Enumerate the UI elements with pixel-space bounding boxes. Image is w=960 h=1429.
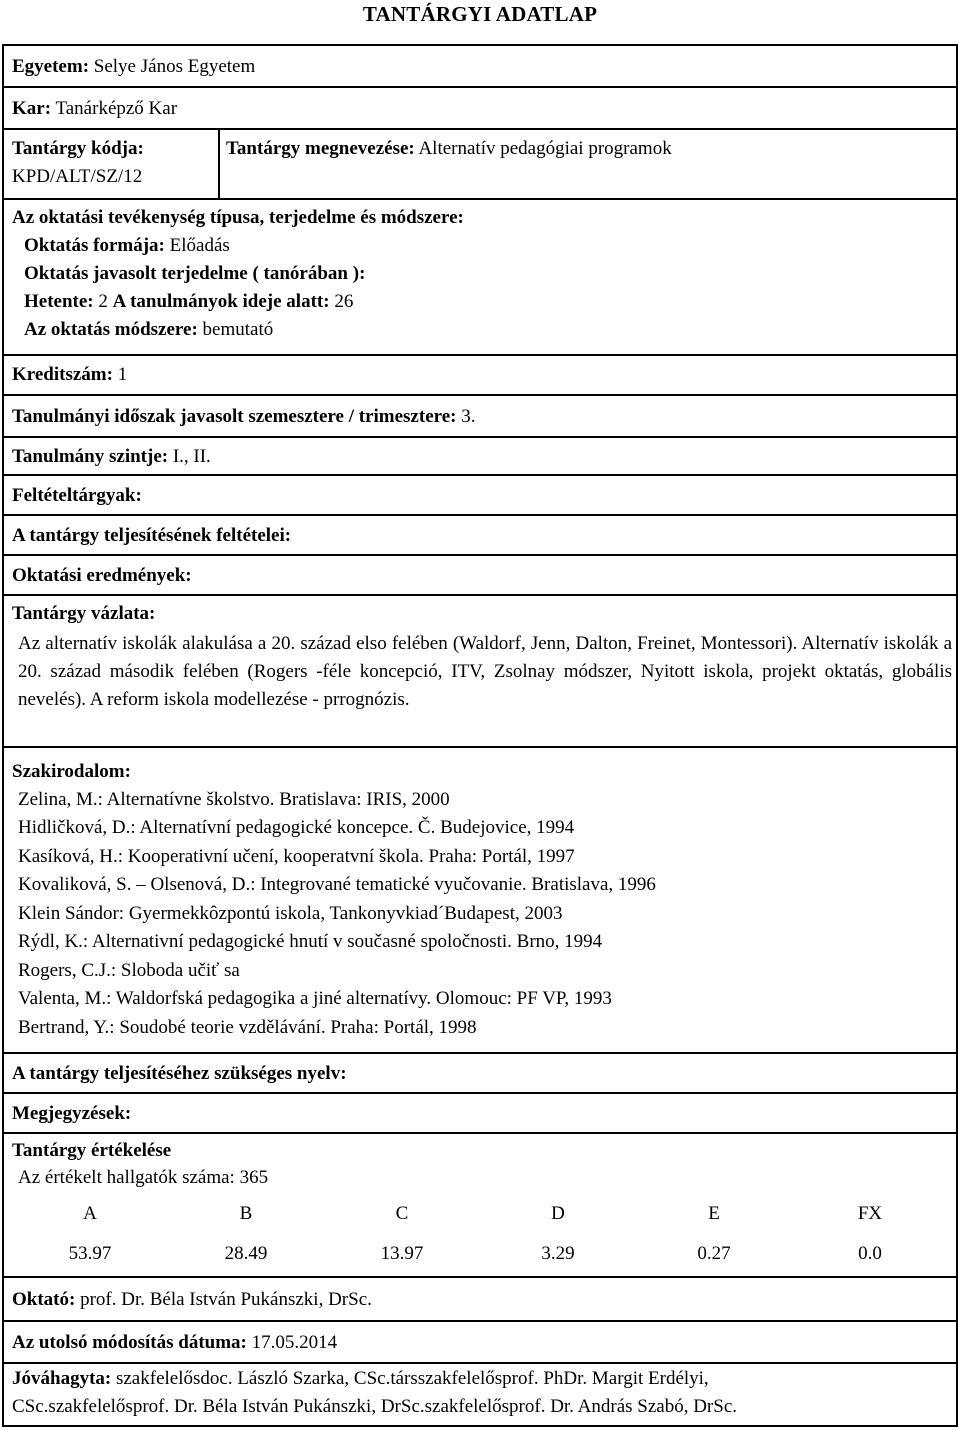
weekly-label: Hetente: (24, 291, 94, 312)
activity-heading: Az oktatási tevékenység típusa, terjedelme és módszere: (12, 207, 464, 228)
grade-header: C (395, 1203, 409, 1224)
literature-section (4, 748, 956, 1054)
approved-line-1: szakfelelősdoc. László Szarka, CSc.társszakfelelősprof. PhDr. Margit Erdélyi, (115, 1368, 709, 1389)
literature-item: Valenta, M.: Waldorfská pedagogika a jiné alternatívy. Olomouc: PF VP, 1993 (18, 988, 612, 1009)
teacher-section (4, 1278, 956, 1322)
credits-label: Kreditszám: (12, 364, 113, 385)
literature-item: Bertrand, Y.: Soudobé teorie vzdělávání. Praha: Portál, 1998 (18, 1017, 477, 1038)
outline-section (4, 596, 956, 748)
grades-header-row (12, 1194, 948, 1234)
literature-item: Klein Sándor: Gyermekkôzpontú iskola, Tankonyvkiad´Budapest, 2003 (18, 903, 563, 924)
grade-value: 0.0 (858, 1243, 882, 1264)
grade-header: A (83, 1203, 97, 1224)
notes-label: Megjegyzések: (12, 1103, 132, 1124)
approved-section (4, 1364, 956, 1425)
university-value: Selye János Egyetem (93, 56, 256, 77)
literature-item: Zelina, M.: Alternatívne školstvo. Bratislava: IRIS, 2000 (18, 789, 450, 810)
literature-item: Kasíková, H.: Kooperativní učení, kooperatvní škola. Praha: Portál, 1997 (18, 846, 575, 867)
approved-label: Jóváhagyta: (12, 1368, 112, 1389)
grade-value: 13.97 (380, 1243, 424, 1264)
grade-value: 53.97 (68, 1243, 112, 1264)
prerequisites-section (4, 476, 956, 516)
prerequisites-label: Feltételtárgyak: (12, 485, 142, 506)
grades-table (12, 1194, 948, 1274)
weekly-value: 2 (98, 291, 108, 312)
approved-line-2: CSc.szakfelelősprof. Dr. Béla István Pukánszki, DrSc.szakfelelősprof. Dr. András Szabó, DrSc. (12, 1396, 738, 1417)
scope-label: Oktatás javasolt terjedelme ( tanórában ): (24, 263, 366, 284)
last-modified-section (4, 1322, 956, 1364)
total-label: A tanulmányok ideje alatt: (112, 291, 330, 312)
grades-value-row (12, 1234, 948, 1274)
page-title: TANTÁRGYI ADATLAP (362, 2, 598, 26)
course-name-value: Alternatív pedagógiai programok (418, 138, 672, 159)
method-value: bemutató (202, 319, 274, 340)
grade-value: 28.49 (224, 1243, 268, 1264)
conditions-section (4, 516, 956, 556)
grade-value: 3.29 (541, 1243, 575, 1264)
semester-label: Tanulmányi időszak javasolt szemesztere / trimesztere: (12, 406, 457, 427)
activity-section (4, 200, 956, 356)
credits-section (4, 356, 956, 396)
notes-section (4, 1094, 956, 1134)
outline-text: Az alternatív iskolák alakulása a 20. század elso felében (Waldorf, Jenn, Dalton, Freinet, Montessori). Alternatív iskolák a 20. század második felében (Rogers -féle koncepció, ITV, Zsolnay módszer, Nyitott iskola, projekt oktatás, globális nevelés). A reform iskola modellezése - prrognózis. (18, 633, 952, 710)
teacher-label: Oktató: (12, 1289, 76, 1310)
outline-label: Tantárgy vázlata: (12, 603, 156, 624)
outcomes-label: Oktatási eredmények: (12, 565, 192, 586)
faculty-value: Tanárképző Kar (55, 98, 178, 119)
evaluation-label: Tantárgy értékelése (12, 1140, 172, 1161)
total-value: 26 (334, 291, 354, 312)
grade-header: E (708, 1203, 720, 1224)
literature-item: Rogers, C.J.: Sloboda učiť sa (18, 960, 240, 981)
column-divider (218, 130, 220, 198)
faculty-label: Kar: (12, 98, 52, 119)
evaluation-section (4, 1134, 956, 1278)
method-label: Az oktatás módszere: (24, 319, 198, 340)
language-label: A tantárgy teljesítéséhez szükséges nyelv: (12, 1063, 347, 1084)
literature-item: Rýdl, K.: Alternativní pedagogické hnutí v současné spoločnosti. Brno, 1994 (18, 931, 603, 952)
literature-item: Kovaliková, S. – Olsenová, D.: Integrované tematické vyučovanie. Bratislava, 1996 (18, 874, 656, 895)
language-section (4, 1054, 956, 1094)
course-code-label: Tantárgy kódja: (12, 138, 144, 159)
grade-header: B (239, 1203, 253, 1224)
grade-header: D (551, 1203, 565, 1224)
literature-item: Hidličková, D.: Alternatívní pedagogické koncepce. Č. Budejovice, 1994 (18, 817, 575, 838)
last-modified-label: Az utolsó módosítás dátuma: (12, 1332, 247, 1353)
university-label: Egyetem: (12, 56, 90, 77)
faculty-section (4, 88, 956, 130)
grade-value: 0.27 (697, 1243, 731, 1264)
course-code-value: KPD/ALT/SZ/12 (12, 166, 143, 187)
last-modified-value: 17.05.2014 (251, 1332, 338, 1353)
level-value: I., II. (172, 446, 211, 467)
course-name-label: Tantárgy megnevezése: (226, 138, 415, 159)
university-section (4, 46, 956, 88)
credits-value: 1 (117, 364, 128, 385)
form-value: Előadás (169, 235, 230, 256)
evaluated-students-count: Az értékelt hallgatók száma: 365 (18, 1167, 269, 1188)
grade-header: FX (857, 1203, 883, 1224)
teacher-value: prof. Dr. Béla István Pukánszki, DrSc. (80, 1289, 372, 1310)
semester-value: 3. (461, 406, 476, 427)
course-datasheet (2, 44, 958, 1427)
conditions-label: A tantárgy teljesítésének feltételei: (12, 525, 292, 546)
outcomes-section (4, 556, 956, 596)
literature-label: Szakirodalom: (12, 761, 131, 782)
form-label: Oktatás formája: (24, 235, 165, 256)
course-id-section (4, 130, 956, 200)
level-section (4, 438, 956, 476)
level-label: Tanulmány szintje: (12, 446, 169, 467)
semester-section (4, 396, 956, 438)
